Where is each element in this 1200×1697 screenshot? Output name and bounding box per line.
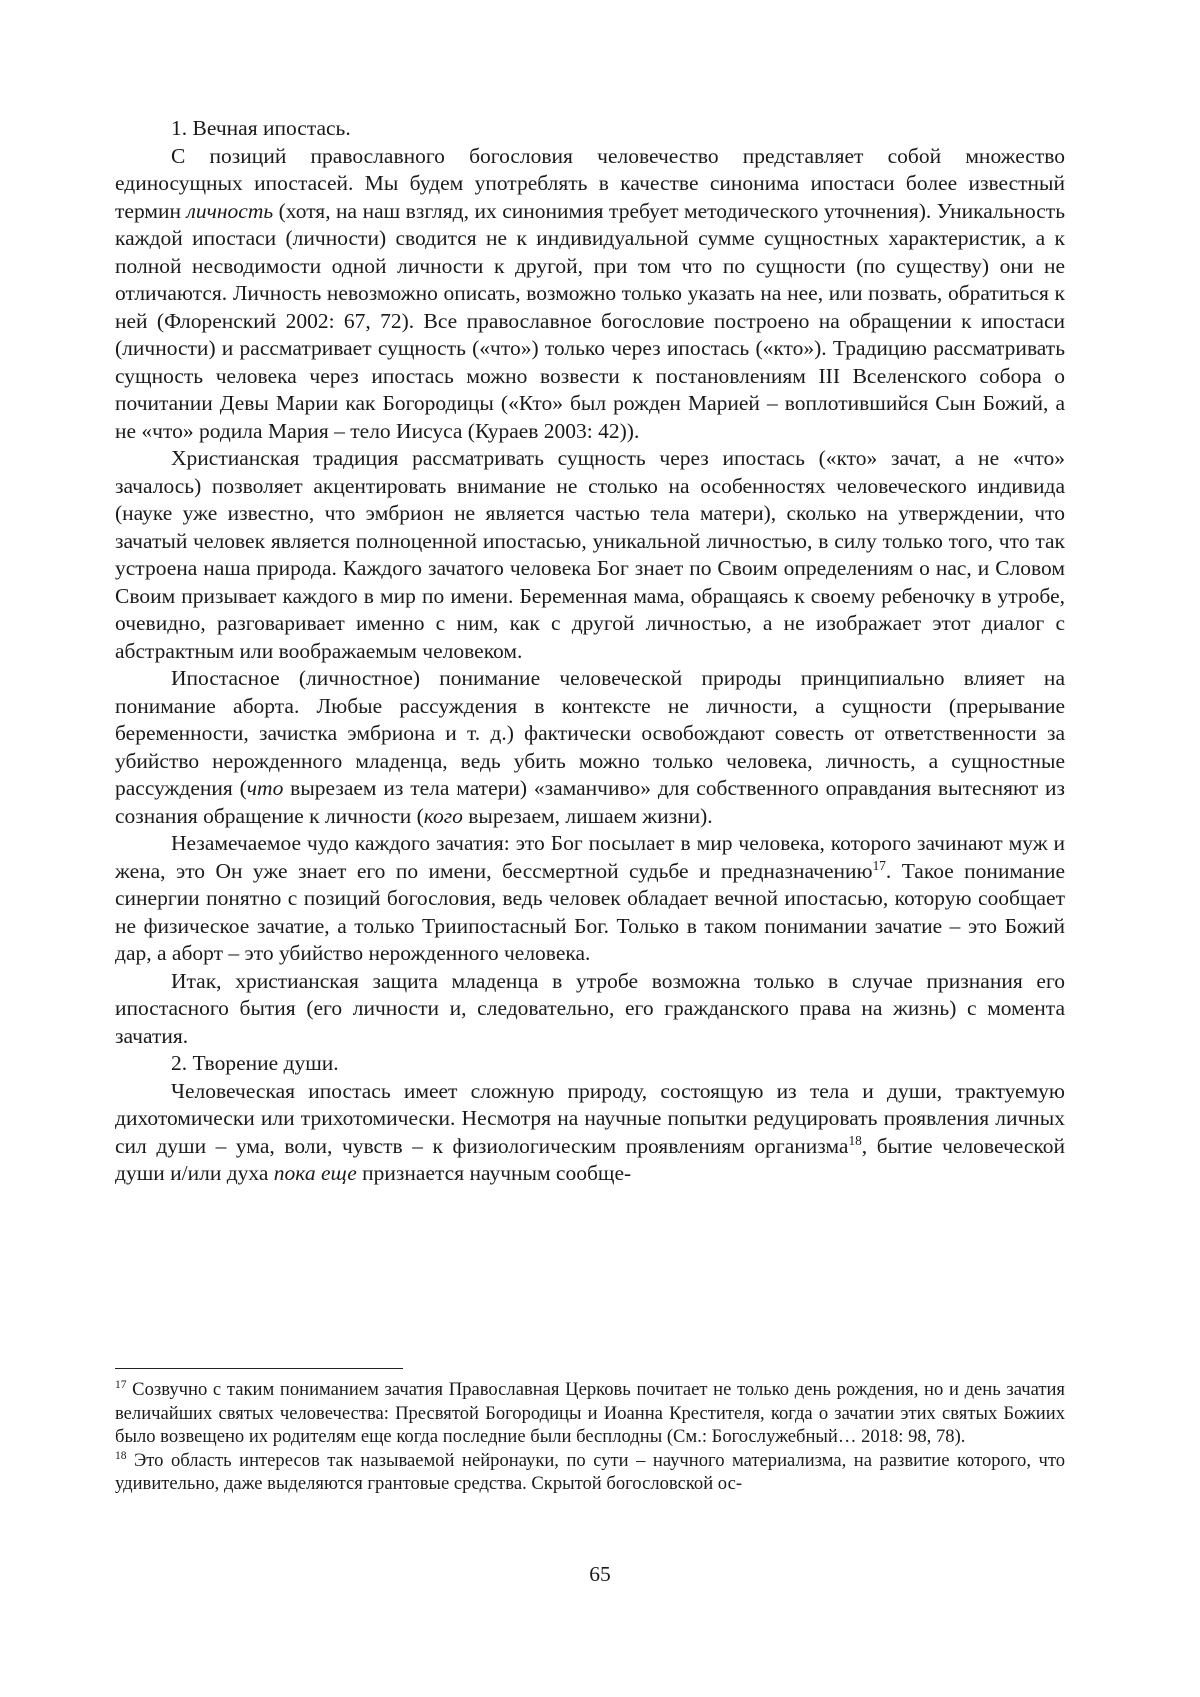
footnote-ref: 18 (848, 1132, 862, 1148)
paragraph (115, 143, 1065, 446)
emphasis: пока еще (273, 1161, 357, 1185)
footnote-number: 17 (115, 1378, 127, 1391)
footnote-number: 18 (115, 1449, 127, 1462)
emphasis: что (246, 776, 284, 800)
emphasis: личность (186, 198, 274, 223)
paragraph (115, 1050, 1065, 1078)
text-run: 1. Вечная ипостась. (171, 116, 351, 140)
footnote-text: Это область интересов так называемой нейронауки, по сути – научного материализма, на развитие которого, что удивительно, даже выделяются грантовые средства. Скрытой богословской ос- (115, 1449, 1065, 1494)
text-run: Человеческая ипостась имеет сложную природу, состоящую из тела и души, трактуемую дихотомически или трихотомически. Несмотря на научные попытки редуцировать проявления личных сил души – ума, воли, чувств – к физиологическим проявлениям организма (115, 1078, 1065, 1158)
text-run: Итак, христианская защита младенца в утробе возможна только в случае признания его ипостасного бытия (его личности и, следовательно, его гражданского права на жизнь) с момента зачатия. (115, 968, 1065, 1048)
text-run: Незамечаемое чудо каждого зачатия: это Бог посылает в мир человека, которого зачинают муж и жена, это Он уже знает его по имени, бессмертной судьбе и предназначению (115, 831, 1065, 883)
text-run: С позиций православного богословия человечество представляет собой множество единосущных ипостасей. Мы будем употреблять в качестве синонима ипостаси более известный термин (115, 143, 1065, 223)
footnote (115, 1449, 1065, 1496)
main-text (115, 115, 1065, 1188)
emphasis: кого (423, 803, 463, 828)
footnote-text: Созвучно с таким пониманием зачатия Православная Церковь почитает не только день рождения, но и день зачатия величайших святых человечества: Пресвятой Богородицы и Иоанна Крестителя, когда о зачатии этих святых Божиих было возвещено их родителям еще когда последние были бесплодны (См.: Богослужебный… 2018: 98, 78). (115, 1379, 1065, 1447)
text-run: признается научным сообще- (356, 1161, 632, 1185)
paragraph (115, 115, 1065, 143)
footnote-ref: 17 (872, 857, 886, 873)
page-number: 65 (589, 1562, 611, 1586)
paragraph (115, 1078, 1065, 1188)
footnotes (115, 1378, 1065, 1496)
footnote-divider (115, 1368, 403, 1369)
text-run: Христианская традиция рассматривать сущность через ипостась («кто» зачат, а не «что» зачалось) позволяет акцентировать внимание не столько на особенностях человеческого индивида (науке уже известно, что эмбрион не является частью тела матери), сколько на утверждении, что зачатый человек является полноценной ипостасью, уникальной личностью, в силу только того, что так устроена наша природа. Каждого зачатого человека Бог знает по Своим определениям о нас, и Словом Своим призывает каждого в мир по имени. Беременная мама, обращаясь к своему ребеночку в утробе, очевидно, разговаривает именно с ним, как с другой личностью, а не изображает этот диалог с абстрактным или воображаемым человеком. (115, 446, 1065, 663)
text-run: 2. Творение души. (171, 1051, 339, 1075)
footnote (115, 1378, 1065, 1449)
paragraph (115, 665, 1065, 830)
text-run: вырезаем из тела матери) «заманчиво» для собственного оправдания вытесняют из сознания обращение к личности ( (115, 776, 1065, 828)
paragraph (115, 830, 1065, 968)
page-body (115, 115, 1065, 1188)
text-run: , бытие человеческой души и/или духа (115, 1133, 1065, 1185)
text-run: (хотя, на наш взгляд, их синонимия требует методического уточнения). Уникальность каждой ипостаси (личности) сводится не к индивидуальной сумме сущностных характеристик, а к полной несводимости одной личности к другой, при том что по сущности (по существу) они не отличаются. Личность невозможно описать, возможно только указать на нее, или позвать, обратиться к ней (Флоренский 2002: 67, 72). Все православное богословие построено на обращении к ипостаси (личности) и рассматривает сущность («что») только через ипостась («кто»). Традицию рассматривать сущность человека через ипостась можно возвести к постановлениям III Вселенского собора о почитании Девы Марии как Богородицы («Кто» был рожден Марией – воплотившийся Сын Божий, а не «что» родила Мария – тело Иисуса (Кураев 2003: 42)). (115, 198, 1066, 443)
text-run: . Такое понимание синергии понятно с позиций богословия, ведь человек обладает вечной ипостасью, которую сообщает не физическое зачатие, а только Триипостасный Бог. Только в таком понимании зачатие – это Божий дар, а аборт – это убийство нерожденного человека. (115, 858, 1066, 965)
text-run: вырезаем, лишаем жизни). (462, 803, 713, 828)
paragraph (115, 445, 1065, 665)
text-run: Ипостасное (личностное) понимание человеческой природы принципиально влияет на понимание аборта. Любые рассуждения в контексте не личности, а сущности (прерывание беременности, зачистка эмбриона и т. д.) фактически освобождают совесть от ответственности за убийство нерожденного младенца, ведь убить можно только человека, личность, а сущностные рассуждения ( (115, 666, 1065, 800)
paragraph (115, 968, 1065, 1051)
